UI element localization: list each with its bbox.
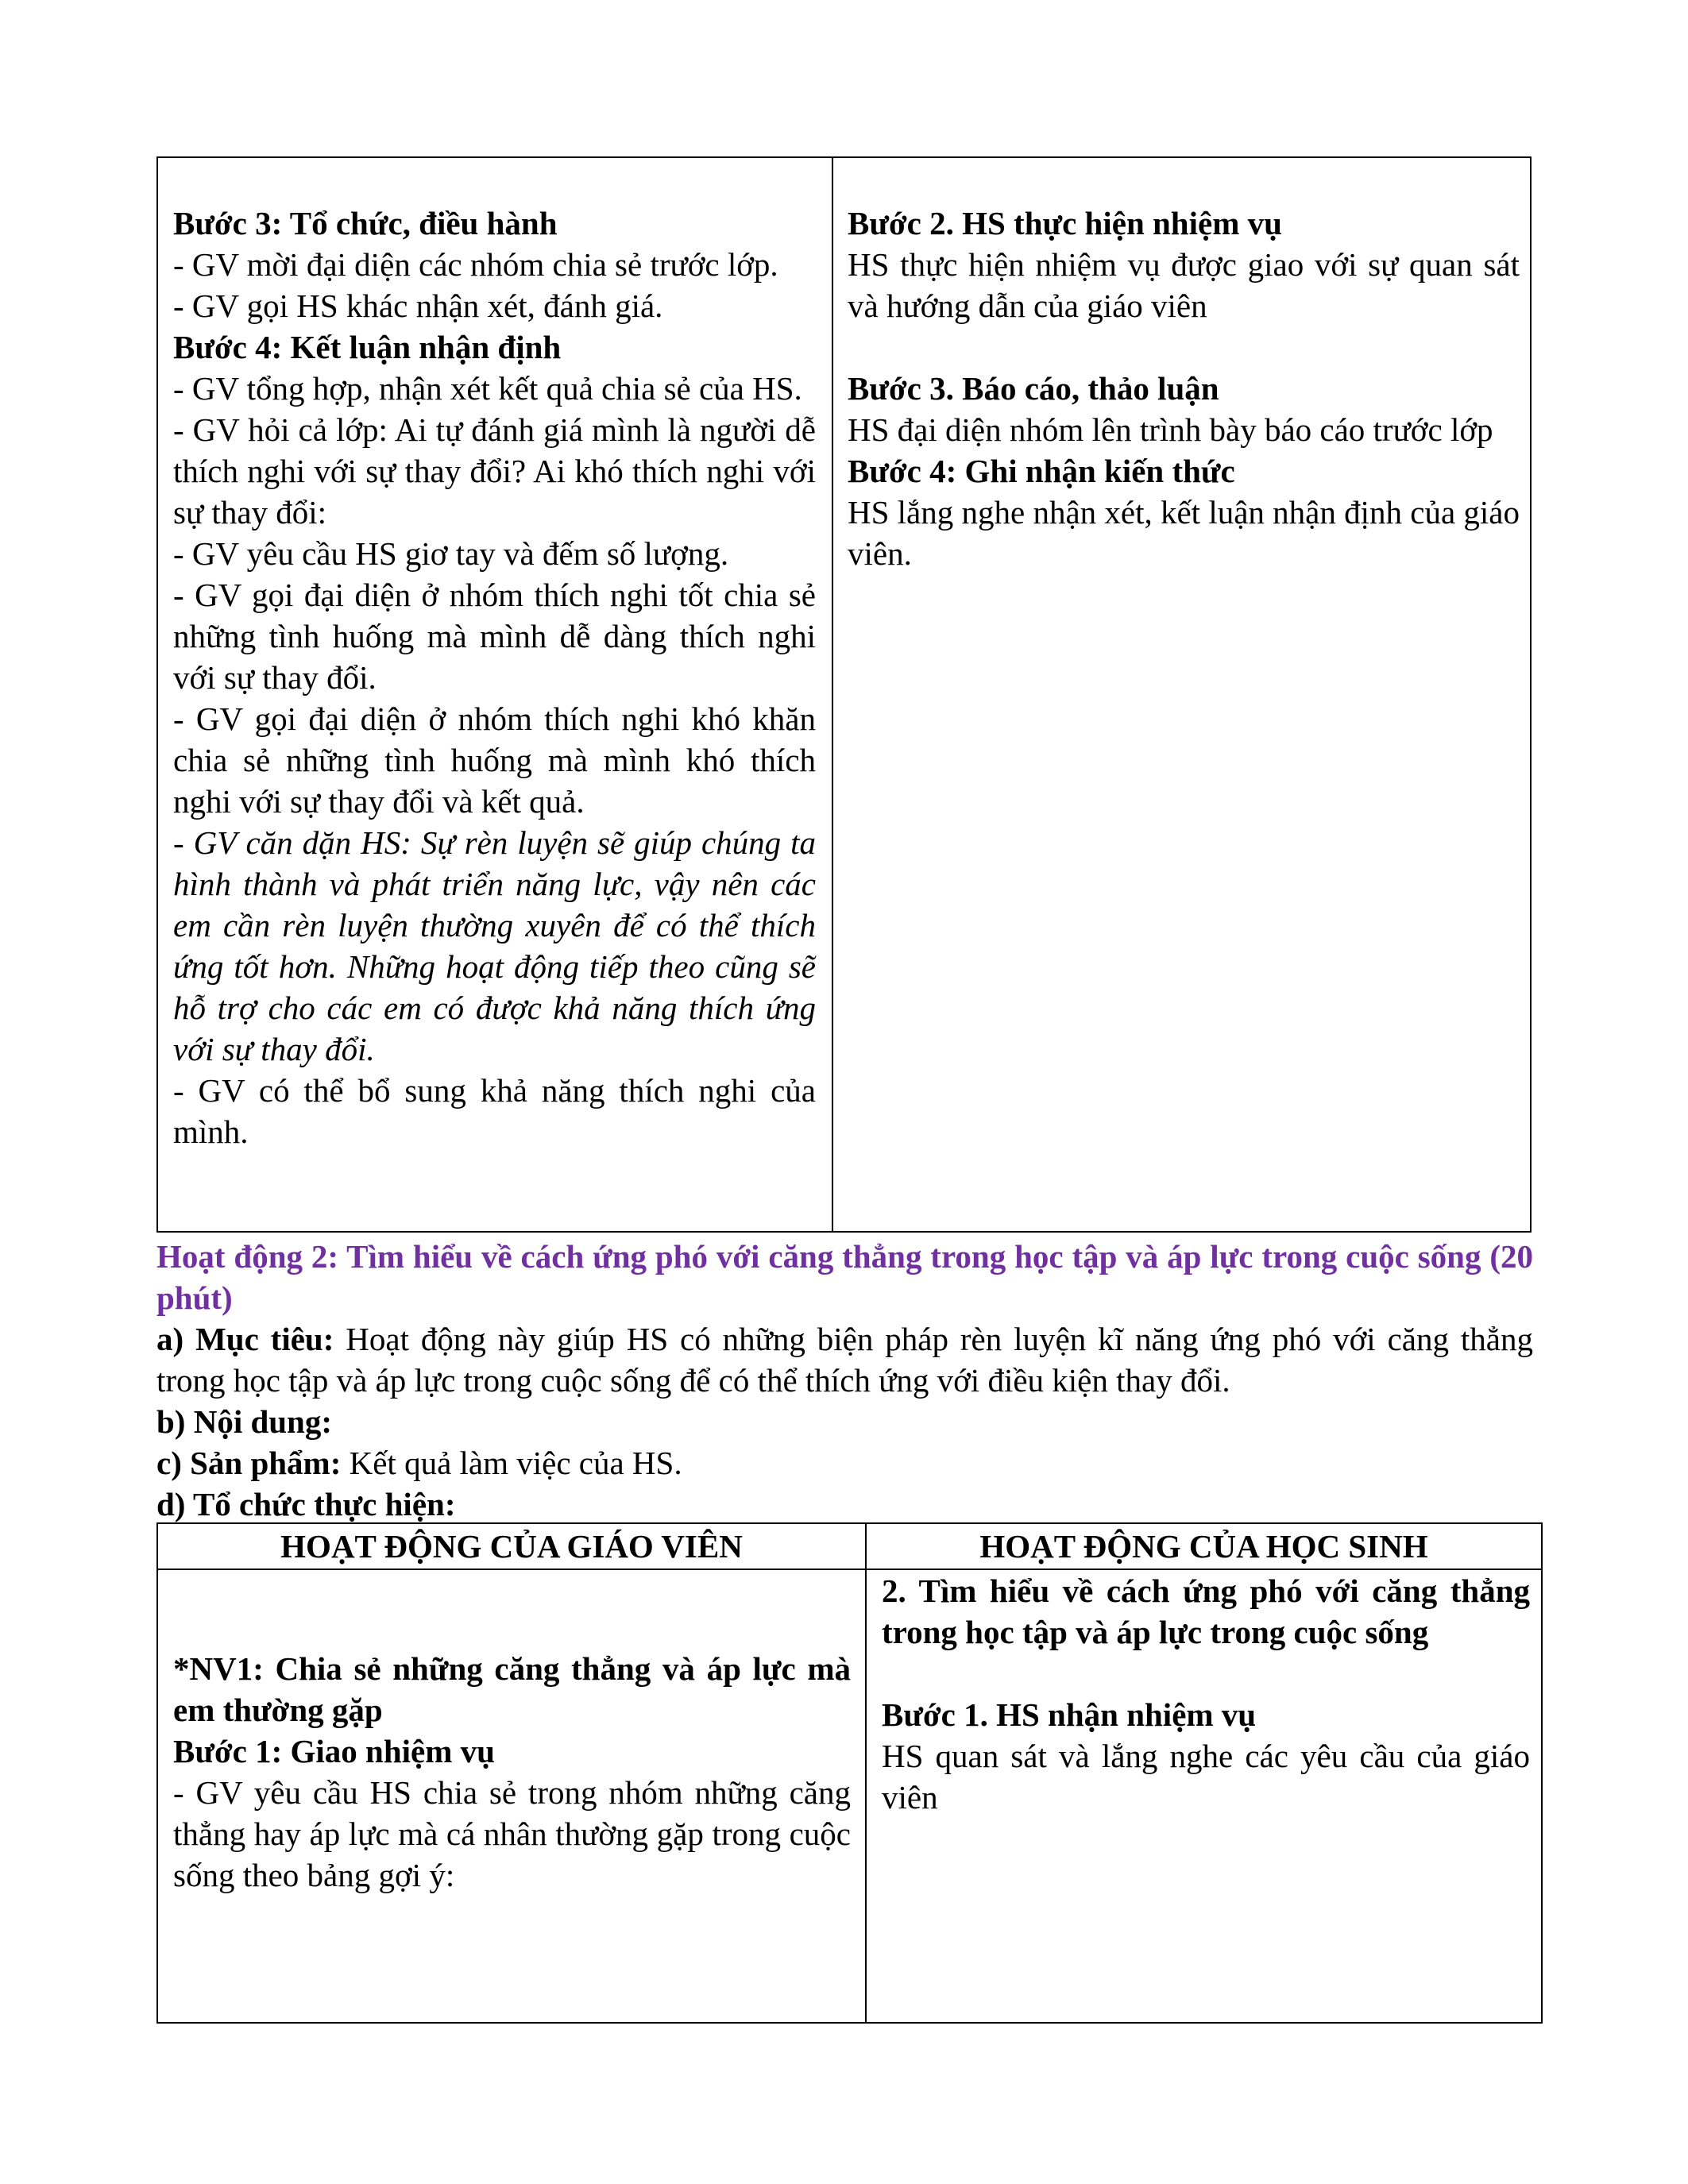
step3-heading: Bước 3. Báo cáo, thảo luận <box>848 370 1219 407</box>
header-teacher: HOẠT ĐỘNG CỦA GIÁO VIÊN <box>280 1528 743 1565</box>
header-student: HOẠT ĐỘNG CỦA HỌC SINH <box>979 1528 1428 1565</box>
activity-table-2 <box>156 1522 1543 2024</box>
step3-text: HS đại diện nhóm lên trình bày báo cáo trước lớp <box>848 411 1493 448</box>
section-title: 2. Tìm hiểu về cách ứng phó với căng thẳng trong học tập và áp lực trong cuộc sống <box>882 1572 1530 1650</box>
step2-text: HS thực hiện nhiệm vụ được giao với sự quan sát và hướng dẫn của giáo viên <box>848 246 1520 324</box>
teacher-line: - GV gọi đại diện ở nhóm thích nghi tốt chia sẻ những tình huống mà mình dễ dàng thích nghi với sự thay đổi. <box>173 577 816 696</box>
product-paragraph <box>156 1442 1533 1484</box>
teacher-column <box>173 1648 851 1896</box>
step1-heading: Bước 1: Giao nhiệm vụ <box>173 1733 495 1769</box>
content-label: b) Nội dung: <box>156 1403 333 1440</box>
activity-2-section <box>156 1236 1533 1525</box>
teacher-line: - GV tổng hợp, nhận xét kết quả chia sẻ của HS. <box>173 370 802 407</box>
step4-heading: Bước 4: Kết luận nhận định <box>173 329 562 365</box>
organization-label: d) Tổ chức thực hiện: <box>156 1486 456 1522</box>
teacher-line: - GV gọi HS khác nhận xét, đánh giá. <box>173 287 663 324</box>
objective-text: Hoạt động này giúp HS có những biện pháp rèn luyện kĩ năng ứng phó với căng thẳng trong học tập và áp lực trong cuộc sống để có thể thích ứng với điều kiện thay đổi. <box>156 1321 1533 1399</box>
teacher-line: - GV mời đại diện các nhóm chia sẻ trước lớp. <box>173 246 778 283</box>
teacher-column <box>173 203 816 1152</box>
step4-heading: Bước 4: Ghi nhận kiến thức <box>848 453 1235 489</box>
teacher-line: - GV hỏi cả lớp: Ai tự đánh giá mình là người dễ thích nghi với sự thay đổi? Ai khó thích nghi với sự thay đổi: <box>173 411 816 531</box>
teacher-line: - GV gọi đại diện ở nhóm thích nghi khó khăn chia sẻ những tình huống mà mình khó thích nghi với sự thay đổi và kết quả. <box>173 700 816 820</box>
step1-text: HS quan sát và lắng nghe các yêu cầu của giáo viên <box>882 1738 1530 1815</box>
column-divider <box>832 158 833 1231</box>
step2-heading: Bước 2. HS thực hiện nhiệm vụ <box>848 205 1282 241</box>
product-text: Kết quả làm việc của HS. <box>341 1445 682 1481</box>
student-column <box>882 1570 1530 1818</box>
activity-table-1 <box>156 156 1532 1233</box>
teacher-line: - GV yêu cầu HS giơ tay và đếm số lượng. <box>173 535 729 572</box>
task-title: *NV1: Chia sẻ những căng thẳng và áp lực mà em thường gặp <box>173 1650 851 1728</box>
table-header-row <box>158 1524 1541 1570</box>
student-column <box>848 203 1520 574</box>
step3-heading: Bước 3: Tổ chức, điều hành <box>173 205 558 241</box>
step1-heading: Bước 1. HS nhận nhiệm vụ <box>882 1696 1257 1733</box>
step4-text: HS lắng nghe nhận xét, kết luận nhận định của giáo viên. <box>848 494 1520 572</box>
step1-text: - GV yêu cầu HS chia sẻ trong nhóm những căng thẳng hay áp lực mà cá nhân thường gặp trong cuộc sống theo bảng gợi ý: <box>173 1774 851 1893</box>
objective-paragraph <box>156 1318 1533 1401</box>
teacher-line: - GV có thể bổ sung khả năng thích nghi của mình. <box>173 1072 816 1150</box>
teacher-advice: - GV căn dặn HS: Sự rèn luyện sẽ giúp chúng ta hình thành và phát triển năng lực, vậy nên các em cần rèn luyện thường xuyên để có thể thích ứng tốt hơn. Những hoạt động tiếp theo cũng sẽ hỗ trợ cho các em có được khả năng thích ứng với sự thay đổi. <box>173 824 816 1067</box>
objective-label: a) Mục tiêu: <box>156 1321 334 1357</box>
activity-2-heading: Hoạt động 2: Tìm hiểu về cách ứng phó với căng thẳng trong học tập và áp lực trong cuộc sống (20 phút) <box>156 1238 1533 1316</box>
product-label: c) Sản phẩm: <box>156 1445 342 1481</box>
column-divider <box>865 1524 867 2022</box>
